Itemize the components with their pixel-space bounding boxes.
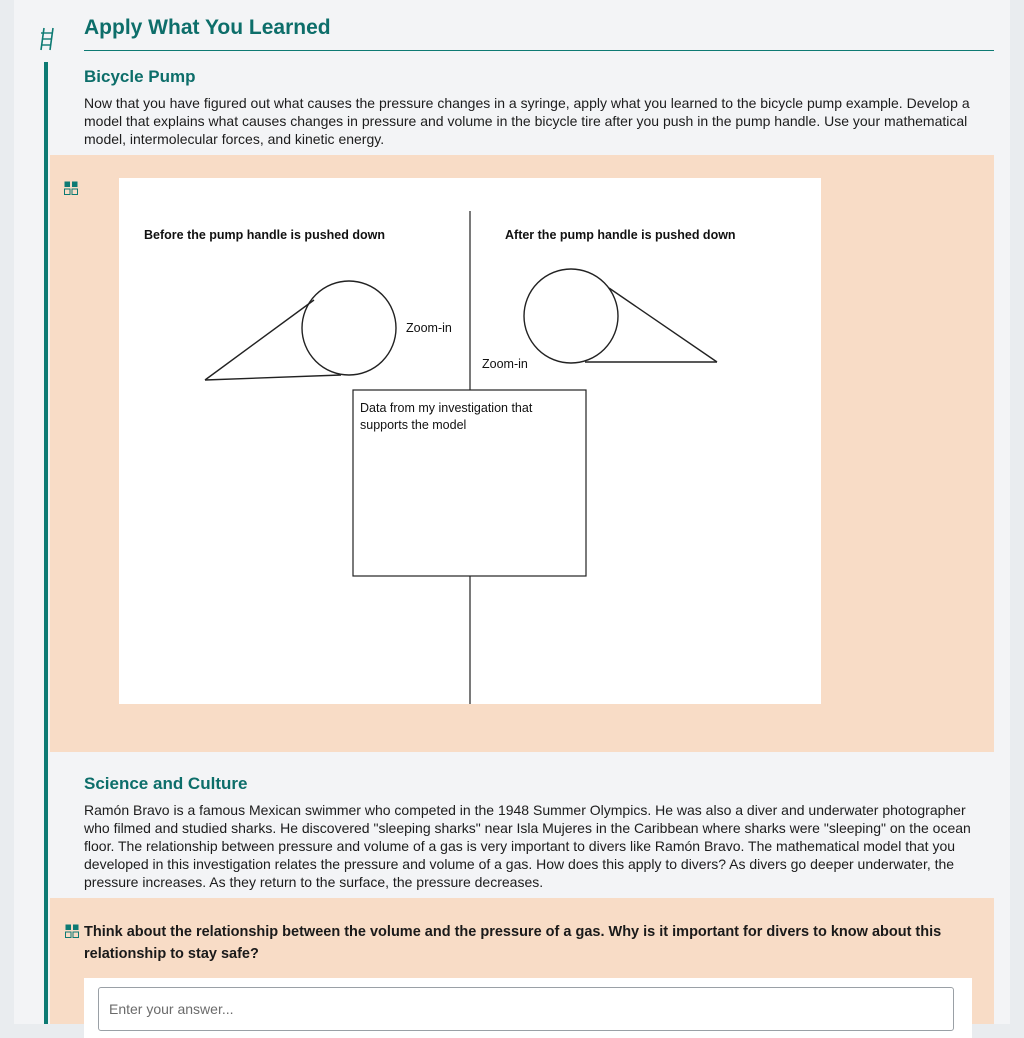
section-left-rule bbox=[44, 62, 48, 1024]
science-culture-heading: Science and Culture bbox=[84, 774, 248, 793]
section-title: Apply What You Learned bbox=[84, 16, 331, 39]
question-text: Think about the relationship between the volume and the pressure of a gas. Why is it important for divers to know about this relationship to stay safe? bbox=[84, 924, 942, 962]
tire-circle-before bbox=[302, 281, 396, 375]
before-label: Before the pump handle is pushed down bbox=[144, 228, 385, 242]
after-label: After the pump handle is pushed down bbox=[505, 228, 736, 242]
lesson-page bbox=[14, 0, 1010, 1024]
zoom-in-label-right: Zoom-in bbox=[482, 357, 528, 371]
answer-container bbox=[84, 978, 972, 1038]
title-divider bbox=[84, 50, 994, 51]
diagram-drawing bbox=[119, 178, 821, 704]
zoom-in-label-left: Zoom-in bbox=[406, 321, 452, 335]
question-grid-icon bbox=[65, 924, 79, 938]
science-culture-paragraph: Ramón Bravo is a famous Mexican swimmer who competed in the 1948 Summer Olympics. He was also a diver and underwater photographer who filmed and studied sharks. He discovered "sleeping sharks" near Isla Mujeres in the Caribbean where sharks were "sleeping" on the ocean floor. The relationship between pressure and volume of a gas is very important to divers like Ramón Bravo. The mathematical model that you developed in this investigation relates the pressure and volume of a gas. How does this apply to divers? As divers go deeper underwater, the pressure increases. As they return to the surface, the pressure decreases. bbox=[84, 802, 971, 890]
bicycle-pump-paragraph: Now that you have figured out what causes the pressure changes in a syringe, apply what you learned to the bicycle pump example. Develop a model that explains what causes changes in pressure and volume in the bicycle tire after you push in the pump handle. Use your mathematical model, intermolecular forces, and kinetic energy. bbox=[84, 95, 970, 147]
data-box-label: Data from my investigation that supports the model bbox=[360, 401, 533, 432]
answer-input[interactable] bbox=[98, 987, 954, 1031]
tire-circle-after bbox=[524, 269, 618, 363]
activity-grid-icon bbox=[64, 181, 78, 195]
drawing-activity-panel bbox=[50, 155, 994, 752]
bicycle-pump-diagram[interactable] bbox=[119, 178, 821, 704]
bicycle-pump-heading: Bicycle Pump bbox=[84, 67, 196, 86]
ladder-icon bbox=[38, 26, 56, 52]
